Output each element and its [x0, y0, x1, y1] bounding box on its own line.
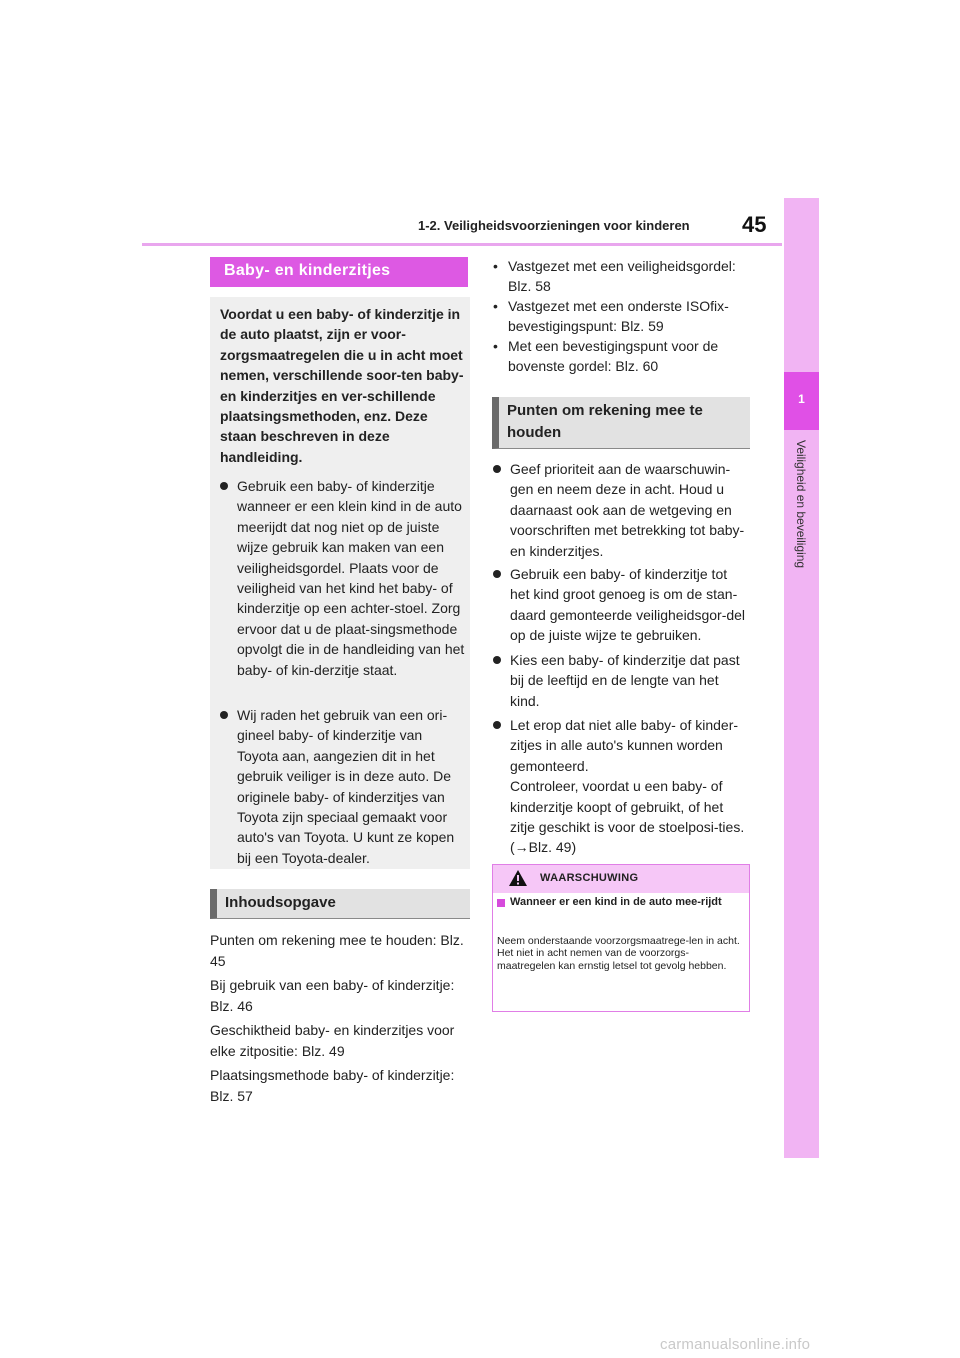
toc-item[interactable]: Geschiktheid baby- en kinderzitjes voor elke zitpositie: Blz. 49: [210, 1022, 455, 1059]
bullet-icon: [493, 465, 501, 473]
section-heading-punten: Punten om rekening mee te houden: [492, 397, 750, 449]
chapter-title-vertical: [784, 440, 819, 680]
list-item-text: Gebruik een baby- of kinderzitje tot het kind groot genoeg is om de stan-daard gemonteerde veiligheidsgor-del op de juiste wijze te gebruiken.: [510, 566, 746, 644]
watermark: carmanualsonline.info: [660, 1336, 811, 1353]
bullet-icon: •: [493, 298, 498, 314]
warning-text-line: Neem onderstaande voorzorgsmaatrege-len in acht.: [497, 935, 740, 947]
intro-text: Voordat u een baby- of kinderzitje in de auto plaatst, zijn er voor-zorgsmaatregelen die u in acht moet nemen, verschillende soor-ten baby- en kinderzitjes en ver-schillende plaatsingsmethoden, enz. Deze staan beschreven in deze handleiding.: [220, 306, 464, 465]
list-item-text: Met een bevestigingspunt voor de bovenste gordel: Blz. 60: [508, 338, 719, 375]
bullet-icon: [220, 711, 228, 719]
square-bullet-icon: [497, 899, 505, 907]
toc-item[interactable]: Punten om rekening mee te houden: Blz. 45: [210, 932, 464, 969]
list-item-text: Controleer, voordat u een baby- of kinderzitje koopt of gebruikt, of het zitje geschikt is voor de stoelposi-ties. (→Blz. 49): [510, 778, 745, 856]
list-item-text: Let erop dat niet alle baby- of kinder-zitjes in alle auto's kunnen worden gemonteerd.: [510, 717, 739, 774]
header-divider: [142, 243, 782, 246]
toc-item[interactable]: Plaatsingsmethode baby- of kinderzitje: Blz. 57: [210, 1067, 455, 1104]
toc-item[interactable]: Bij gebruik van een baby- of kinderzitje: Blz. 46: [210, 977, 455, 1014]
page-number: 45: [742, 212, 767, 237]
list-item-text: Kies een baby- of kinderzitje dat past bij de leeftijd en de lengte van het kind.: [510, 652, 740, 709]
list-item: [237, 705, 465, 868]
warning-title: WAARSCHUWING: [540, 872, 639, 884]
bullet-icon: •: [493, 258, 498, 274]
bullet-icon: [220, 482, 228, 490]
list-item: [493, 336, 752, 377]
chapter-title: Veiligheid en beveiliging: [794, 440, 808, 569]
list-item-text: Gebruik een baby- of kinderzitje wanneer er een klein kind in de auto meerijdt dat nog niet op de juiste wijze gebruik kan maken van een veiligheidsgordel. Plaats voor de veiligheid van het kind het baby- of kinderzitje op een achter-stoel. Zorg ervoor dat u de plaat-singsmethode opvolgt die in de handleiding van het baby- of kin-derzitje staat.: [237, 478, 465, 678]
warning-triangle-icon: [508, 869, 528, 887]
list-item: [493, 256, 752, 297]
warning-text: [497, 935, 742, 972]
list-item: [237, 476, 465, 680]
section-header: 1-2. Veiligheidsvoorzieningen voor kinderen: [418, 218, 690, 233]
list-item: [510, 564, 750, 646]
bullet-icon: •: [493, 338, 498, 354]
warning-text-line: Het niet in acht nemen van de voorzorgs-maatregelen kan ernstig letsel tot gevolg hebben.: [497, 947, 727, 972]
list-item-text: Vastgezet met een veiligheidsgordel: Blz. 58: [508, 258, 736, 295]
list-item-text: Vastgezet met een onderste ISOfix-bevestigingspunt: Blz. 59: [508, 298, 729, 335]
bullet-icon: [493, 656, 501, 664]
bullet-icon: [493, 570, 501, 578]
warning-subheading: Wanneer er een kind in de auto mee-rijdt: [510, 896, 722, 908]
bullet-icon: [493, 721, 501, 729]
list-item-text: Geef prioriteit aan de waarschuwin-gen en neem deze in acht. Houd u daarnaast ook aan de wetgeving en voorschriften met betrekking tot baby- en kinderzitjes.: [510, 461, 745, 559]
list-item: [510, 459, 750, 561]
toc-heading: Inhoudsopgave: [210, 889, 470, 919]
section-heading-baby-kinderzitjes: Baby- en kinderzitjes: [210, 257, 468, 287]
list-item: [510, 650, 750, 711]
list-item: [493, 296, 752, 337]
chapter-number: 1: [798, 392, 805, 406]
list-item: [510, 715, 750, 858]
list-item-text: Wij raden het gebruik van een ori-gineel baby- of kinderzitje van Toyota aan, aangezien dit in het gebruik veiliger is in deze auto. De originele baby- of kinderzitjes van Toyota zijn speciaal gemaakt voor auto's van Toyota. U kunt ze kopen bij een Toyota-dealer.: [237, 707, 455, 866]
